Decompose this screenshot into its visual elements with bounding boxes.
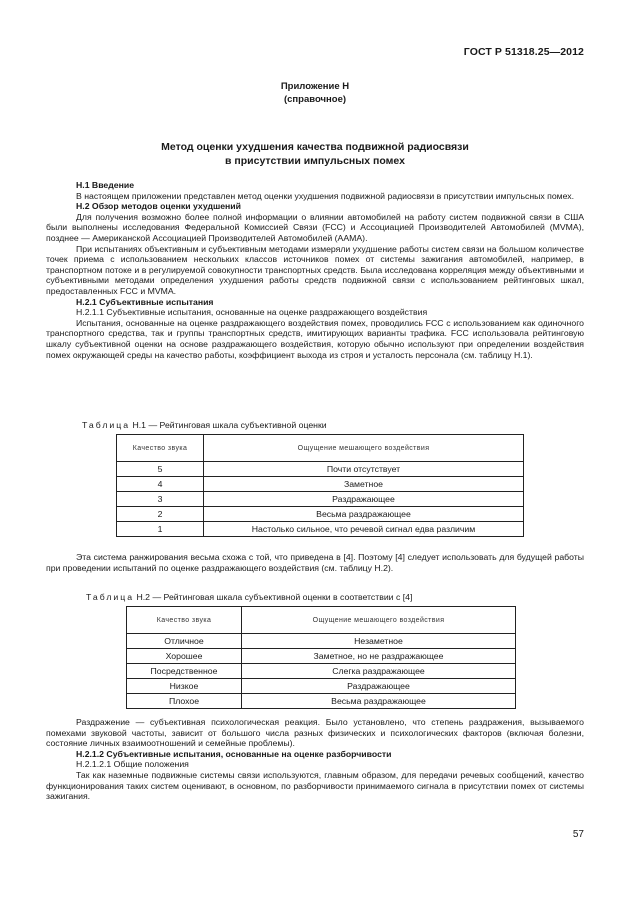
review-paragraph-2: При испытаниях объективным и субъективным методами измеряли ухудшение работы систем связи на большом количестве точек приема с использованием нескольких классов источников помех от системы зажигания автомобилей, например, в транспортном потоке и в регулируемой совокупности транспортных средств. Была исследована корреляция между объективными и субъективными методами определения ухудшения работы средств подвижной связи с использованием рейтинговых шкал, предоставленных FCC и MVMA. [46,243,584,296]
page-number: 57 [572,829,584,840]
standard-id: ГОСТ Р 51318.25—2012 [463,46,584,58]
annex-subtitle: (справочное) [283,94,347,105]
method-title [0,140,630,168]
table2-col-quality: Качество звука [127,607,242,634]
table2-caption [86,592,412,602]
table1-cell-quality: 5 [117,462,204,477]
table-row [117,477,524,492]
table-row [127,649,516,664]
body-block-1 [46,180,584,360]
review-heading: Н.2 Обзор методов оценки ухудшений [76,201,241,212]
table1-cell-sensation: Настолько сильное, что речевой сигнал едва различим [204,522,524,537]
table2-cell-sensation: Незаметное [242,634,516,649]
table2-col-sensation: Ощущение мешающего воздействия [242,607,516,634]
subjective-heading: Н.2.1 Субъективные испытания [76,296,214,307]
intelligibility-heading: Н.2.1.2 Субъективные испытания, основанные на оценке разборчивости [76,748,392,759]
table1-caption-label: Таблица [82,420,131,430]
table1-caption [82,420,327,430]
table2-cell-quality: Отличное [127,634,242,649]
table2-cell-sensation: Весьма раздражающее [242,694,516,709]
table1 [116,434,524,537]
annex-title [0,80,630,106]
intelligibility-paragraph: Так как наземные подвижные системы связи используются, главным образом, для передачи речевых сообщений, качество функционирования таких систем оценивают, в основном, по разборчивости принимаемого сигнала в присутствии помех от системы зажигания. [46,769,584,802]
table2 [126,606,516,709]
table-row [127,634,516,649]
table2-cell-sensation: Раздражающее [242,679,516,694]
intro-heading: Н.1 Введение [76,180,135,190]
table2-caption-num: Н.2 [136,592,151,602]
table1-caption-num: Н.1 [132,420,147,430]
table1-cell-quality: 2 [117,507,204,522]
table-row [127,694,516,709]
table1-cell-quality: 4 [117,477,204,492]
annex-label: Приложение Н [280,81,350,92]
table-row [127,664,516,679]
table-row [127,679,516,694]
body-block-2 [46,552,584,573]
review-paragraph-1: Для получения возможно более полной информации о влиянии автомобилей на работу систем подвижной связи в США были выполнены исследования Федеральной Комиссией Связи (FCC) и Ассоциацией Производителей Автомобилей (MVMA), позднее — Американской Ассоциацией Производителей Автомобилей (AAMA). [46,211,584,243]
table2-cell-sensation: Заметное, но не раздражающее [242,649,516,664]
subjective-paragraph: Испытания, основанные на оценке раздражающего воздействия помех, проводились FCC с использованием как одиночного транспортного средства, так и группы транспортных средств, имитирующих варианты трафика. FCC использовала рейтинговую шкалу субъективной оценки на основе раздражающего воздействия, которую обычно используют при определении воздействия помех окружающей среды на качество работы, коэффициент выхода из строя и усталость персонала (см. таблицу Н.1). [46,317,584,360]
table-row [117,492,524,507]
table1-caption-text: — Рейтинговая шкала субъективной оценки [148,420,327,430]
subjective-subheading: Н.2.1.1 Субъективные испытания, основанные на оценке раздражающего воздействия [76,307,428,318]
table-row [117,462,524,477]
table2-cell-quality: Низкое [127,679,242,694]
table2-caption-label: Таблица [86,592,135,602]
intro-text: В настоящем приложении представлен метод оценки ухудшения подвижной радиосвязи в присутствии импульсных помех. [76,190,575,201]
table2-cell-quality: Хорошее [127,649,242,664]
table2-cell-quality: Посредственное [127,664,242,679]
table1-cell-sensation: Почти отсутствует [204,462,524,477]
table-row [117,522,524,537]
table1-cell-quality: 3 [117,492,204,507]
table1-cell-sensation: Заметное [204,477,524,492]
intelligibility-subheading: Н.2.1.2.1 Общие положения [76,759,189,770]
body-block-3 [46,717,584,802]
table1-cell-sensation: Весьма раздражающее [204,507,524,522]
annoyance-paragraph: Раздражение — субъективная психологическая реакция. Было установлено, что степень раздражения, вызываемого помехами звуковой частоты, зависит от большого числа разных физических и психологических факторов (включая болезни, состояние личных взаимоотношений и семейные проблемы). [46,717,584,749]
table1-col-sensation: Ощущение мешающего воздействия [204,435,524,462]
table1-cell-quality: 1 [117,522,204,537]
table1-col-quality: Качество звука [117,435,204,462]
table2-caption-text: — Рейтинговая шкала субъективной оценки в соответствии с [4] [152,592,413,602]
table2-cell-sensation: Слегка раздражающее [242,664,516,679]
method-title-line1: Метод оценки ухудшения качества подвижной радиосвязи [161,141,469,153]
table-row [117,507,524,522]
table1-cell-sensation: Раздражающее [204,492,524,507]
table2-cell-quality: Плохое [127,694,242,709]
method-title-line2: в присутствии импульсных помех [225,155,405,167]
middle-paragraph: Эта система ранжирования весьма схожа с той, что приведена в [4]. Поэтому [4] следует использовать для будущей работы при проведении испытаний по оценке раздражающего воздействия (см. таблицу Н.2). [46,552,584,573]
